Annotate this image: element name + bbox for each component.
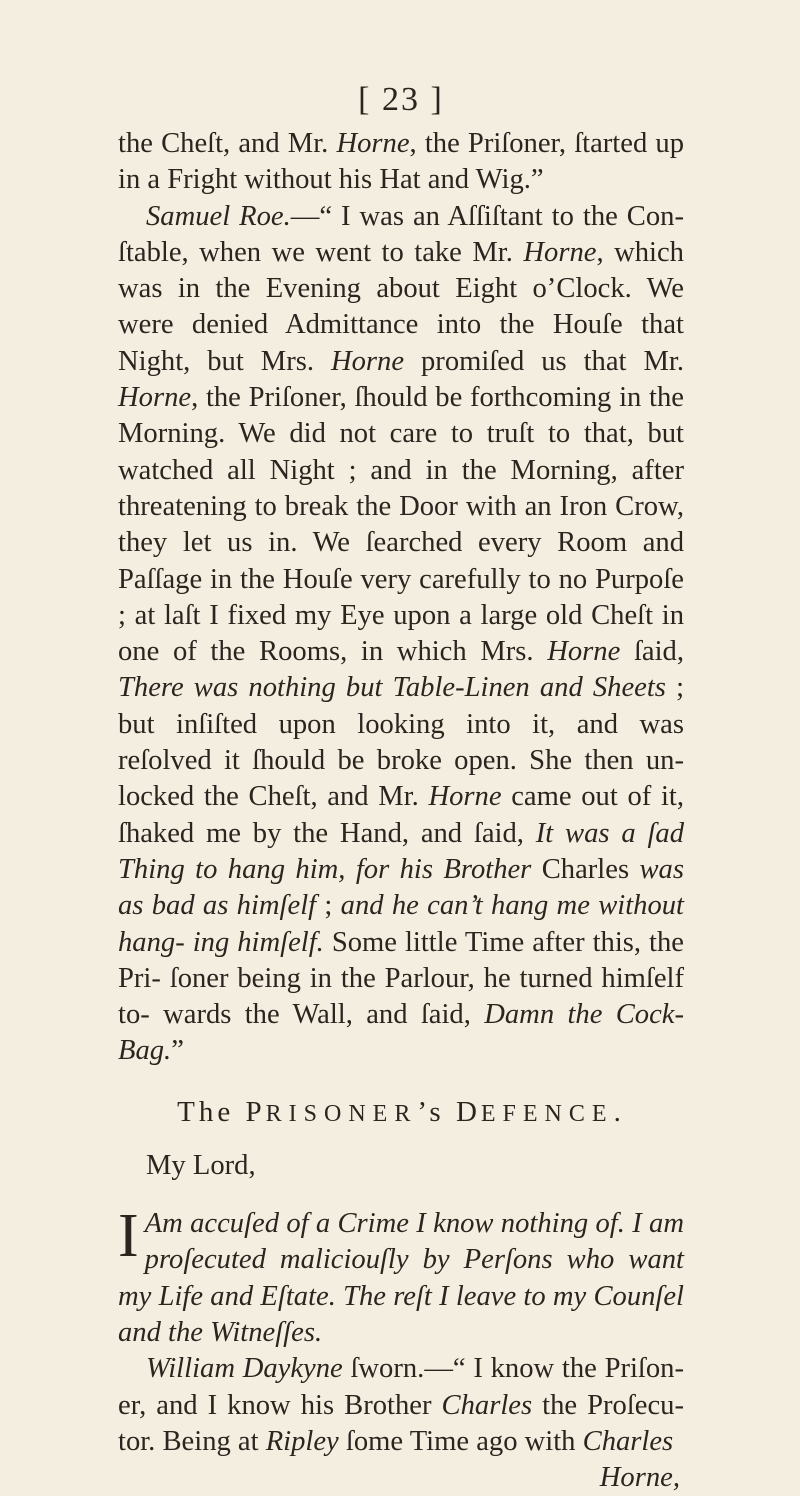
section-heading (118, 1092, 684, 1134)
text-run: ” (171, 1035, 184, 1067)
name-charles: Charles (531, 853, 640, 885)
quoted-speech: and he can’t hang me without hang- ing himſelf. (118, 890, 685, 958)
catchword: Horne, (599, 1462, 680, 1494)
heading-part: P (245, 1095, 266, 1128)
name-horne: Horne (428, 781, 502, 813)
name-horne: Horne (547, 636, 621, 668)
text-run: ; but inſiſted upon looking into it, and was reſolved it ſhould be broke open. She then un- locked the Cheſt, and Mr. (118, 672, 685, 813)
text-run: , the Priſoner, ſtarted up in a Fright without his Hat and Wig.” (118, 128, 684, 196)
text-run: promiſed us that Mr. (404, 345, 684, 377)
quoted-speech: There was nothing but Table-Linen and Sheets (118, 672, 666, 704)
text-run: , which was in the Evening about Eight o’Clock. We were denied Admittance into the Houſe that Night, but Mrs. (118, 236, 684, 377)
paragraph-1 (118, 126, 684, 199)
prisoner-defence (118, 1202, 684, 1351)
text-run: came out of it, ſhaked me by the Hand, and ſaid, (118, 781, 684, 849)
heading-part: The (177, 1095, 246, 1128)
salutation: My Lord, (146, 1149, 256, 1181)
page-number: [ 23 ] (358, 81, 444, 118)
text-run: ſaid, (620, 636, 684, 668)
text-run: Some little Time after this, the Pri- ſoner being in the Parlour, he turned himſelf to- wards the Wall, and ſaid, (118, 926, 684, 1031)
name-horne: Horne (118, 382, 192, 414)
defence-text: Am accuſed of a Crime I know nothing of. I am proſecuted maliciouſly by Perſons who want my Life and Eſtate. The reſt I leave to my Counſel and the Witneſſes. (118, 1208, 684, 1348)
speaker-name: Samuel Roe. (146, 200, 291, 232)
name-charles: Charles (582, 1425, 674, 1457)
body-text (118, 126, 684, 1496)
name-horne: Horne (523, 236, 597, 268)
testimony-samuel-roe (118, 199, 684, 1070)
text-run: the Proſecu- tor. Being at (118, 1389, 684, 1457)
quoted-speech: Damn the Cock-Bag. (118, 999, 684, 1067)
text-run: ; (316, 890, 341, 922)
drop-cap: I (118, 1202, 139, 1271)
name-horne: Horne (336, 128, 410, 159)
heading-part: RISONER (265, 1100, 418, 1127)
heading-part: . (613, 1095, 625, 1128)
name-horne: Horne (330, 345, 405, 377)
place-ripley: Ripley (265, 1425, 339, 1457)
text-run: , the Priſoner, ſhould be forthcoming in the Morning. We did not care to truſt to that, but watched all Night ; and in the Morning, after threatening to break the Door with an Iron Crow, they let us in. We ſearched every Room and Paſſage in the Houſe very carefully to no Purpoſe ; at laſt I fixed my Eye upon a large old Cheſt in one of the Rooms, in which Mrs. (118, 382, 684, 668)
heading-part: EFENCE (480, 1100, 614, 1127)
text-run: ſome Time ago with (338, 1425, 583, 1457)
testimony-william-daykyne (118, 1351, 684, 1460)
heading-part: ’s (417, 1095, 456, 1128)
quoted-speech: was as bad as himſelf (118, 853, 684, 922)
speaker-name: William Daykyne (146, 1353, 343, 1385)
text-run: —“ I was an Aſſiſtant to the Con- ſtable, when we went to take Mr. (118, 200, 684, 268)
heading-part: D (455, 1095, 481, 1128)
quoted-speech: It was a ſad Thing to hang him, for his Brother (118, 817, 685, 885)
text-run: ſworn.—“ I know the Priſon- er, and I know his Brother (118, 1353, 684, 1421)
name-charles: Charles (441, 1389, 533, 1421)
text-run: the Cheſt, and Mr. (118, 128, 337, 159)
